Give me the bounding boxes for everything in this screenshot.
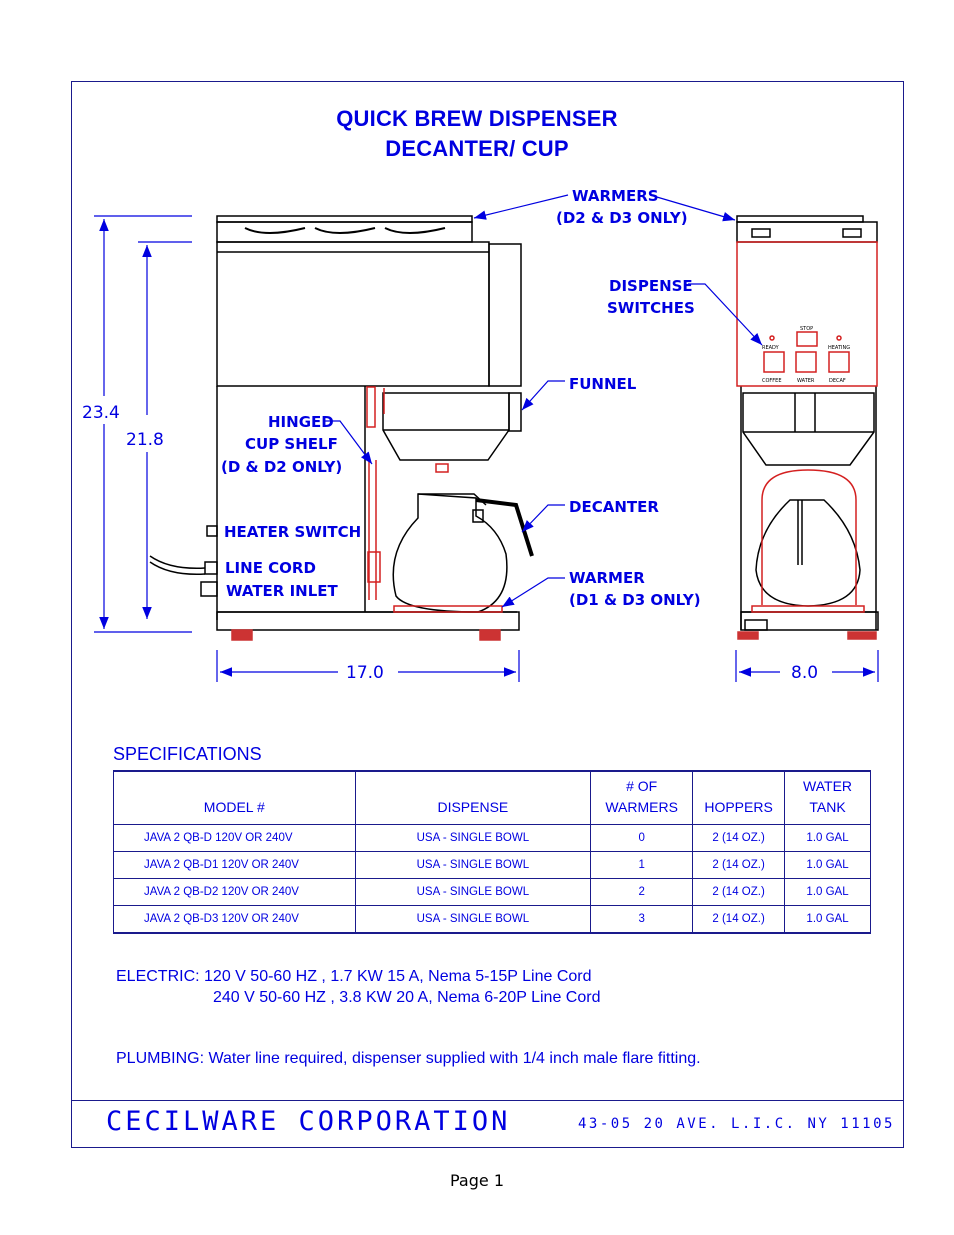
- callout-dispense: DISPENSE: [609, 277, 693, 295]
- front-view: [737, 216, 878, 639]
- cell-hoppers: 2 (14 OZ.): [693, 879, 785, 906]
- callout-warmer-note: (D1 & D3 ONLY): [569, 591, 701, 609]
- footer-divider: [71, 1100, 904, 1101]
- title-line1: QUICK BREW DISPENSER: [336, 106, 618, 131]
- panel-labels: [762, 326, 850, 384]
- cell-warmers: 3: [591, 906, 693, 934]
- column-header-hoppers: HOPPERS: [693, 771, 785, 825]
- panel-label-stop: STOP: [800, 326, 814, 332]
- dim-width: 17.0: [346, 663, 384, 683]
- leader-lines: [323, 195, 762, 607]
- company-name: CECILWARE CORPORATION: [106, 1106, 511, 1137]
- cell-hoppers: 2 (14 OZ.): [693, 825, 785, 852]
- column-header-dispense: DISPENSE: [355, 771, 591, 825]
- cell-tank: 1.0 GAL: [785, 879, 871, 906]
- dim-overall-height: 23.4: [82, 403, 120, 423]
- callout-switches: SWITCHES: [607, 299, 695, 317]
- cell-hoppers: 2 (14 OZ.): [693, 906, 785, 934]
- side-view: [150, 216, 532, 640]
- cell-hoppers: 2 (14 OZ.): [693, 852, 785, 879]
- column-header-warmers: # OF WARMERS: [591, 771, 693, 825]
- cell-tank: 1.0 GAL: [785, 852, 871, 879]
- specifications-heading: SPECIFICATIONS: [113, 744, 262, 764]
- panel-label-ready: READY: [762, 345, 779, 351]
- table-row: [114, 852, 871, 879]
- cell-model: JAVA 2 QB-D1 120V OR 240V: [114, 852, 356, 879]
- cell-dispense: USA - SINGLE BOWL: [355, 906, 591, 934]
- title-line2: DECANTER/ CUP: [385, 136, 569, 161]
- company-address: 43-05 20 AVE. L.I.C. NY 11105: [578, 1116, 895, 1132]
- callout-hinged: HINGED: [268, 413, 334, 431]
- cell-tank: 1.0 GAL: [785, 906, 871, 934]
- cell-dispense: USA - SINGLE BOWL: [355, 825, 591, 852]
- panel-label-decaf: DECAF: [829, 378, 846, 384]
- table-row: [114, 825, 871, 852]
- callout-cup-shelf-note: (D & D2 ONLY): [221, 458, 343, 476]
- cell-tank: 1.0 GAL: [785, 825, 871, 852]
- electric-line2: 240 V 50-60 HZ , 3.8 KW 20 A, Nema 6-20P Line Cord: [213, 989, 601, 1006]
- plumbing-section: [116, 1050, 701, 1068]
- dim-depth: 8.0: [791, 663, 819, 683]
- cell-dispense: USA - SINGLE BOWL: [355, 852, 591, 879]
- callout-warmers: WARMERS: [572, 187, 659, 205]
- callout-heater-switch: HEATER SWITCH: [224, 523, 362, 541]
- callout-warmers-note: (D2 & D3 ONLY): [556, 209, 688, 227]
- callout-warmer: WARMER: [569, 569, 645, 587]
- electric-label: ELECTRIC:: [116, 968, 200, 985]
- cell-model: JAVA 2 QB-D2 120V OR 240V: [114, 879, 356, 906]
- callout-line-cord: LINE CORD: [225, 559, 316, 577]
- cell-model: JAVA 2 QB-D3 120V OR 240V: [114, 906, 356, 934]
- page-number: Page 1: [450, 1171, 504, 1190]
- specifications-table: [113, 770, 871, 934]
- cell-dispense: USA - SINGLE BOWL: [355, 879, 591, 906]
- panel-label-water: WATER: [797, 378, 815, 384]
- dim-body-height: 21.8: [126, 430, 164, 450]
- electric-line1: 120 V 50-60 HZ , 1.7 KW 15 A, Nema 5-15P Line Cord: [204, 968, 592, 985]
- electric-section: [116, 966, 600, 1008]
- cell-warmers: 1: [591, 852, 693, 879]
- column-header-model: MODEL #: [114, 771, 356, 825]
- callout-water-inlet: WATER INLET: [226, 582, 338, 600]
- plumbing-label: PLUMBING:: [116, 1050, 205, 1067]
- panel-label-coffee: COFFEE: [762, 378, 782, 384]
- callout-decanter: DECANTER: [569, 498, 659, 516]
- callout-cup-shelf: CUP SHELF: [245, 435, 338, 453]
- callout-funnel: FUNNEL: [569, 375, 637, 393]
- table-header-row: [114, 771, 871, 825]
- table-row: [114, 906, 871, 934]
- table-row: [114, 879, 871, 906]
- column-header-tank: WATER TANK: [785, 771, 871, 825]
- cell-warmers: 2: [591, 879, 693, 906]
- cell-warmers: 0: [591, 825, 693, 852]
- plumbing-text: Water line required, dispenser supplied with 1/4 inch male flare fitting.: [208, 1050, 701, 1067]
- cell-model: JAVA 2 QB-D 120V OR 240V: [114, 825, 356, 852]
- panel-label-heating: HEATING: [828, 345, 851, 351]
